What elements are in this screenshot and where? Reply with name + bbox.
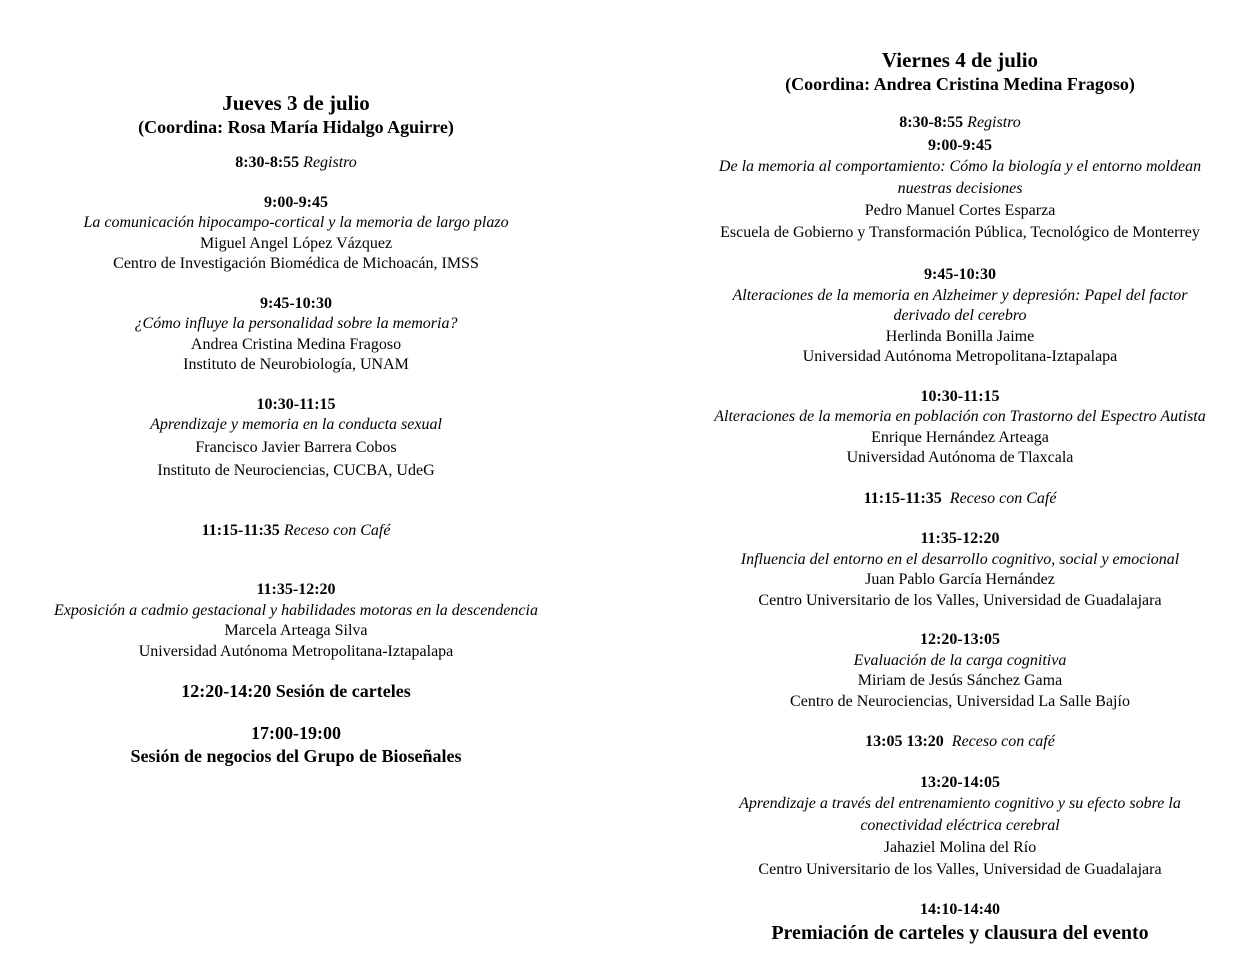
talk-affiliation: Universidad Autónoma Metropolitana-Iztapalapa <box>802 348 1118 365</box>
break-label: Receso con Café <box>949 489 1057 507</box>
friday-talk-2 <box>684 265 1236 368</box>
talk-speaker: Enrique Hernández Arteaga <box>871 428 1049 446</box>
closing-time: 14:10-14:40 <box>920 901 1000 918</box>
talk-affiliation: Centro Universitario de los Valles, Universidad de Guadalajara <box>758 861 1162 878</box>
talk-time: 10:30-11:15 <box>920 387 1000 405</box>
talk-title-line-2: conectividad eléctrica cerebral <box>860 817 1060 834</box>
talk-title: Alteraciones de la memoria en población con Trastorno del Espectro Autista <box>714 408 1206 425</box>
talk-title-line-2: derivado del cerebro <box>893 307 1027 324</box>
thursday-poster-session: 12:20-14:20 Sesión de carteles <box>181 681 411 701</box>
thursday-column <box>20 90 572 768</box>
friday-break-1 <box>684 489 1236 510</box>
talk-speaker: Marcela Arteaga Silva <box>224 622 368 639</box>
talk-speaker: Pedro Manuel Cortes Esparza <box>864 202 1056 219</box>
talk-affiliation: Universidad Autónoma Metropolitana-Iztapalapa <box>138 642 454 660</box>
thursday-talk-3 <box>20 395 572 482</box>
thursday-talk-2 <box>20 294 572 376</box>
thursday-break <box>20 521 572 542</box>
talk-affiliation: Centro de Investigación Biomédica de Michoacán, IMSS <box>113 255 479 272</box>
break-time: 13:05 13:20 <box>865 733 944 750</box>
friday-title: Viernes 4 de julio <box>881 48 1039 72</box>
talk-affiliation: Instituto de Neurobiología, UNAM <box>183 356 409 373</box>
thursday-talk-1 <box>20 193 572 275</box>
talk-speaker: Miguel Angel López Vázquez <box>199 234 393 252</box>
thursday-business-session <box>20 722 572 768</box>
talk-affiliation: Escuela de Gobierno y Transformación Pública, Tecnológico de Monterrey <box>720 224 1200 241</box>
talk-time: 9:45-10:30 <box>924 266 996 283</box>
friday-talk-3 <box>684 387 1236 469</box>
registration-time: 8:30-8:55 <box>899 114 964 131</box>
talk-title-line-1: Alteraciones de la memoria en Alzheimer y depresión: Papel del factor <box>732 286 1188 304</box>
talk-title-line-1: De la memoria al comportamiento: Cómo la biología y el entorno moldean <box>718 158 1202 175</box>
talk-title-line-2: nuestras decisiones <box>897 180 1023 197</box>
talk-time: 13:20-14:05 <box>920 773 1000 791</box>
business-time: 17:00-19:00 <box>251 723 341 743</box>
friday-column <box>684 47 1236 946</box>
talk-title-line-1: Aprendizaje a través del entrenamiento cognitivo y su efecto sobre la <box>739 795 1181 812</box>
talk-time: 9:00-9:45 <box>264 193 328 211</box>
talk-time: 9:45-10:30 <box>260 294 332 312</box>
talk-speaker: Francisco Javier Barrera Cobos <box>195 438 397 456</box>
talk-affiliation: Universidad Autónoma de Tlaxcala <box>846 449 1074 466</box>
talk-affiliation: Centro de Neurociencias, Universidad La Salle Bajío <box>790 692 1130 710</box>
registration-time: 8:30-8:55 <box>235 154 300 171</box>
talk-speaker: Jahaziel Molina del Río <box>883 839 1037 856</box>
talk-time: 10:30-11:15 <box>256 395 336 413</box>
talk-speaker: Herlinda Bonilla Jaime <box>885 327 1035 345</box>
closing-label: Premiación de carteles y clausura del evento <box>771 921 1149 944</box>
talk-title: Exposición a cadmio gestacional y habilidades motoras en la descendencia <box>54 601 538 619</box>
friday-coordinator: (Coordina: Andrea Cristina Medina Fragoso) <box>785 74 1135 94</box>
friday-talk-5 <box>684 630 1236 712</box>
talk-affiliation: Instituto de Neurociencias, CUCBA, UdeG <box>157 461 435 479</box>
thursday-coordinator: (Coordina: Rosa María Hidalgo Aguirre) <box>138 117 454 137</box>
thursday-registration <box>20 153 572 174</box>
thursday-talk-4 <box>20 580 572 662</box>
talk-time: 11:35-12:20 <box>920 530 1000 547</box>
break-label: Receso con café <box>951 733 1055 750</box>
friday-closing <box>684 900 1236 946</box>
friday-talk-4 <box>684 529 1236 611</box>
talk-time: 9:00-9:45 <box>928 136 992 154</box>
talk-affiliation: Centro Universitario de los Valles, Universidad de Guadalajara <box>758 591 1162 609</box>
talk-speaker: Miriam de Jesús Sánchez Gama <box>857 672 1063 689</box>
friday-registration <box>684 113 1236 134</box>
talk-title: La comunicación hipocampo-cortical y la memoria de largo plazo <box>83 214 509 231</box>
talk-speaker: Andrea Cristina Medina Fragoso <box>190 335 402 353</box>
talk-title: Influencia del entorno en el desarrollo cognitivo, social y emocional <box>740 550 1180 568</box>
friday-talk-6 <box>684 773 1236 882</box>
friday-talk-1 <box>684 136 1236 245</box>
thursday-title: Jueves 3 de julio <box>222 91 370 115</box>
friday-break-2 <box>684 732 1236 753</box>
talk-speaker: Juan Pablo García Hernández <box>865 571 1055 588</box>
talk-time: 12:20-13:05 <box>920 631 1000 648</box>
break-label: Receso con Café <box>283 521 391 539</box>
business-label: Sesión de negocios del Grupo de Bioseñales <box>130 746 462 766</box>
registration-label: Registro <box>303 154 357 171</box>
talk-title: Aprendizaje y memoria en la conducta sexual <box>150 416 442 433</box>
talk-title: ¿Cómo influye la personalidad sobre la memoria? <box>134 315 458 332</box>
talk-title: Evaluación de la carga cognitiva <box>853 651 1067 669</box>
talk-time: 11:35-12:20 <box>256 581 336 598</box>
break-time: 11:15-11:35 <box>201 521 280 539</box>
break-time: 11:15-11:35 <box>863 489 942 507</box>
registration-label: Registro <box>967 114 1021 131</box>
